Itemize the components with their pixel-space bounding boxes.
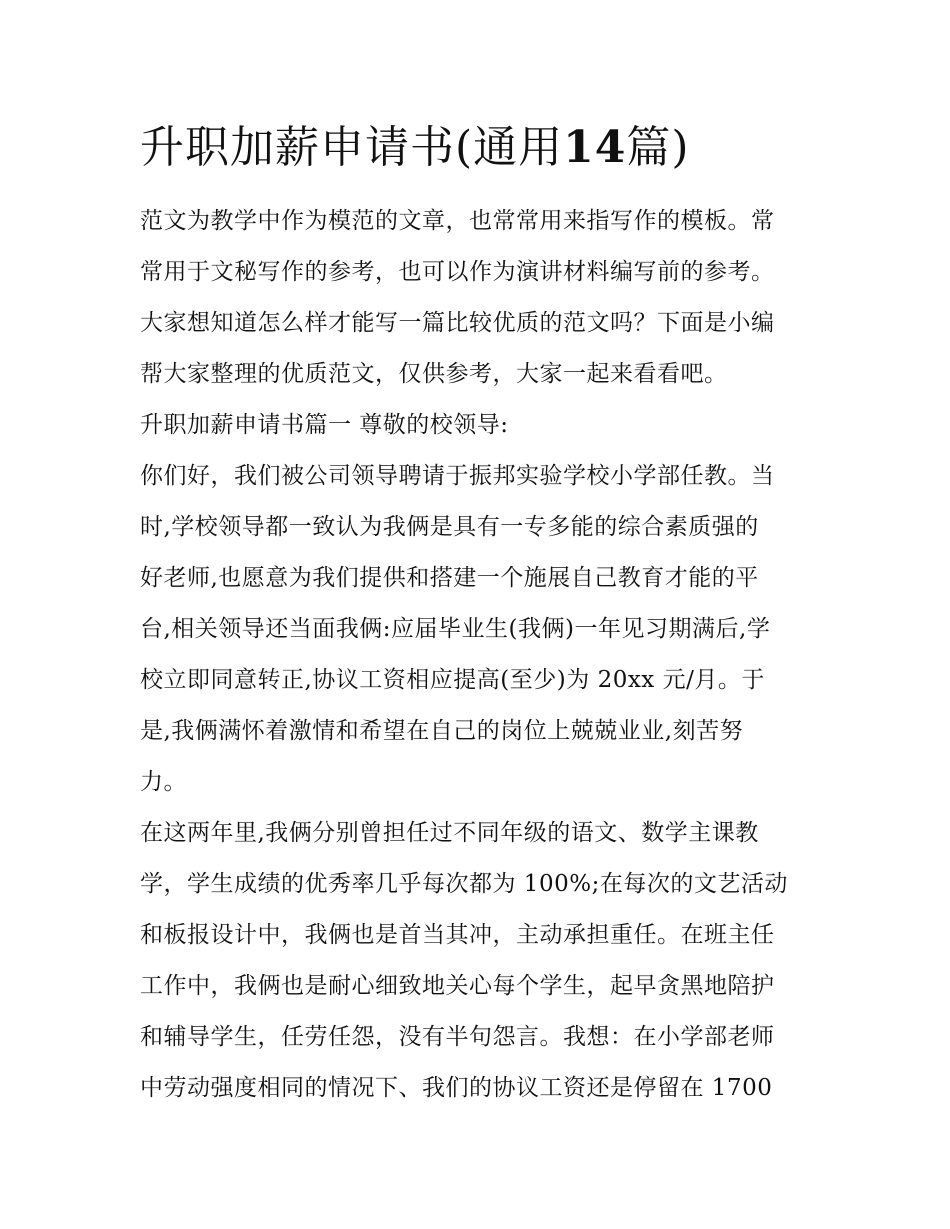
text-line: 你们好，我们被公司领导聘请于振邦实验学校小学部任教。当 <box>140 463 775 489</box>
text-line: 是,我俩满怀着激情和希望在自己的岗位上兢兢业业,刻苦努 <box>140 718 744 744</box>
text-line: 在这两年里,我俩分别曾担任过不同年级的语文、数学主课教 <box>140 820 759 846</box>
text-line: 和辅导学生，任劳任怨，没有半句怨言。我想：在小学部老师 <box>140 1024 775 1050</box>
title-suffix: 篇) <box>626 122 690 173</box>
text-line: 时,学校领导都一致认为我俩是具有一专多能的综合素质强的 <box>140 514 759 540</box>
text-line: 范文为教学中作为模范的文章，也常常用来指写作的模板。常 <box>140 208 775 234</box>
text-line: 常用于文秘写作的参考，也可以作为演讲材料编写前的参考。 <box>140 259 775 285</box>
document-title <box>140 118 690 178</box>
section-heading: 升职加薪申请书篇一 尊敬的校领导: <box>140 412 509 438</box>
text-line: 校立即同意转正,协议工资相应提高(至少)为 20xx 元/月。于 <box>140 667 765 693</box>
text-line: 力。 <box>140 769 187 795</box>
title-prefix: 升职加薪申请书(通用 <box>140 122 564 173</box>
text-line: 中劳动强度相同的情况下、我们的协议工资还是停留在 1700 <box>140 1075 773 1101</box>
text-line: 台,相关领导还当面我俩:应届毕业生(我俩)一年见习期满后,学 <box>140 616 771 642</box>
text-line: 和板报设计中，我俩也是首当其冲，主动承担重任。在班主任 <box>140 922 775 948</box>
text-line: 工作中，我俩也是耐心细致地关心每个学生，起早贪黑地陪护 <box>140 973 775 999</box>
title-number: 14 <box>563 122 627 173</box>
text-line: 大家想知道怎么样才能写一篇比较优质的范文吗？下面是小编 <box>140 310 775 336</box>
text-line: 好老师,也愿意为我们提供和搭建一个施展自己教育才能的平 <box>140 565 759 591</box>
text-line: 学，学生成绩的优秀率几乎每次都为 100%;在每次的文艺活动 <box>140 871 788 897</box>
text-line: 帮大家整理的优质范文，仅供参考，大家一起来看看吧。 <box>140 361 728 387</box>
